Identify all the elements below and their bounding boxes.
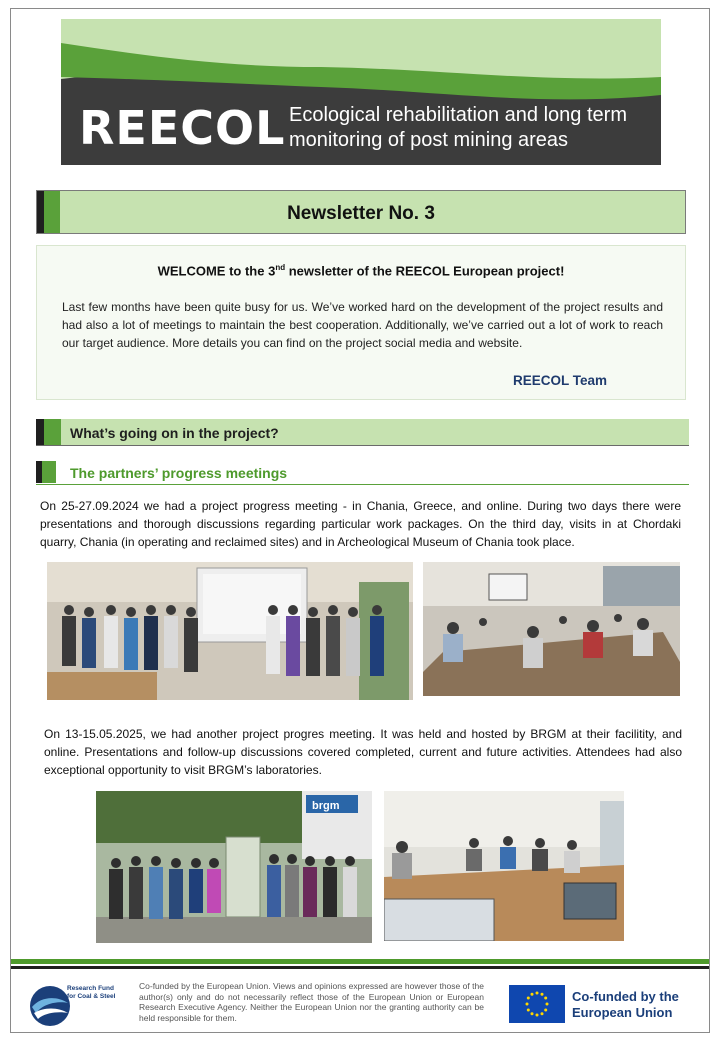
welcome-box [36, 245, 686, 400]
subsection-header [36, 461, 689, 485]
section-accent-dark [36, 419, 44, 445]
footer-rule-dark [11, 966, 709, 969]
eu-disclaimer: Co-funded by the European Union. Views and opinions expressed are however those of the author(s) only and do not necessarily reflect those of the European Union or European Research Executive Agency. Neither the European Union nor the granting authority can be held responsible for them. [139, 981, 484, 1023]
eu-cofunded-label [572, 989, 697, 1021]
section-accent-green [44, 419, 61, 445]
welcome-signature: REECOL Team [513, 373, 608, 388]
rfcs-label [67, 985, 121, 1001]
group-photo-brgm [96, 791, 372, 943]
welcome-heading-prefix: WELCOME to the 3 [157, 263, 276, 279]
newsletter-title-bar [36, 190, 686, 234]
eu-flag-icon [509, 985, 565, 1023]
subsection-accent-green [42, 461, 56, 483]
subsection-title: The partners’ progress meetings [70, 465, 288, 481]
brgm-sign-text: brgm [312, 800, 340, 812]
newsletter-title: Newsletter No. 3 [287, 203, 435, 224]
welcome-body: Last few months have been quite busy for us. We’ve worked hard on the development of the project results and had also a lot of meetings to maintain the best cooperation. Additionally, we’ve carried out a lot of work to reach our target audience. More details you can find on the project social media and website. [62, 300, 663, 350]
header-banner [61, 19, 661, 165]
group-photo-chania [47, 562, 413, 700]
welcome-heading-suffix: newsletter of the REECOL European project! [285, 263, 565, 279]
rfcs-label-text: Research Fund for Coal & Steel [67, 985, 116, 1000]
footer-rule-green [11, 959, 709, 964]
brand-logo-text: REECOL [79, 101, 286, 155]
section-header [36, 419, 689, 446]
meeting-2-text: On 13-15.05.2025, we had another project progres meeting. It was held and hosted by BRGM at their facilitity, and online. Presentations and follow-up discussions covered completed, current and future activities. Attendees had also exceptional opportunity to visit BRGM’s laboratories. [44, 727, 682, 777]
meeting-1-text: On 25-27.09.2024 we had a project progress meeting - in Chania, Greece, and online. During two days there were presentations and thorough discussions regarding particular work packages. On the third day, visits in at Chordaki quarry, Chania (in operating and reclaimed sites) and in Archeological Museum of Chania took place. [40, 499, 681, 549]
meeting-room-chania [423, 562, 680, 696]
project-tagline: Ecological rehabilitation and long term monitoring of post mining areas [289, 104, 627, 151]
welcome-heading-ordinal: nd [275, 263, 286, 272]
eu-cofunded-label-text: Co-funded by the European Union [572, 989, 679, 1020]
welcome-heading [37, 263, 685, 278]
meeting-room-brgm [384, 791, 624, 941]
newsletter-page [10, 8, 710, 1033]
section-title: What’s going on in the project? [70, 425, 279, 441]
